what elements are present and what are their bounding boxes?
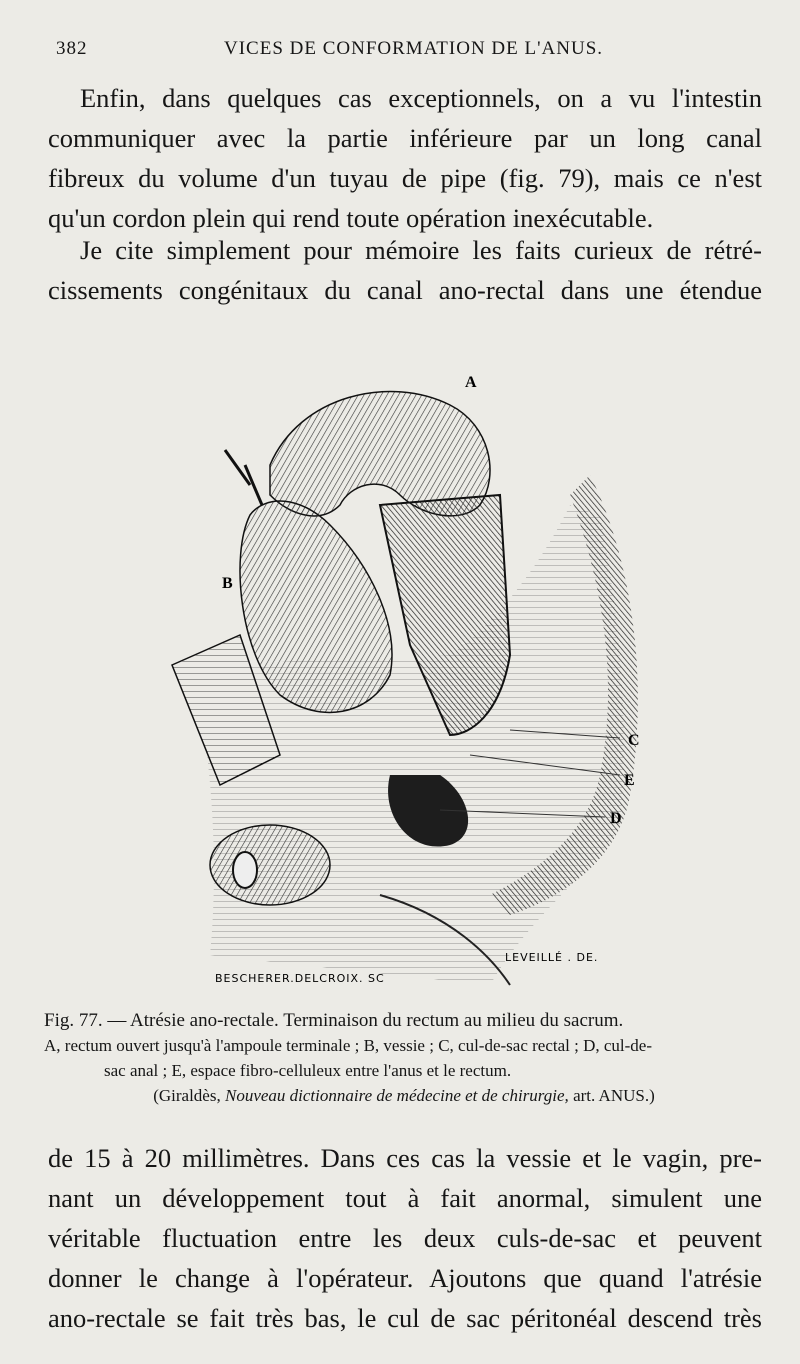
text-line: communiquer avec la partie inférieure par un long canal (48, 123, 762, 153)
penis-tip (233, 852, 257, 888)
scrotum (210, 825, 330, 905)
text-line: nant un développement tout à fait anormal, simulent une (48, 1183, 762, 1213)
text-line: Je cite simplement pour mémoire les faits curieux de rétré- (80, 235, 762, 265)
text-line: ano-rectale se fait très bas, le cul de sac péritonéal descend très (48, 1303, 762, 1333)
text-line: cissements congénitaux du canal ano-rectal dans une étendue (48, 275, 762, 305)
text-line: donner le change à l'opérateur. Ajoutons que quand l'atrésie (48, 1263, 762, 1293)
text-line: de 15 à 20 millimètres. Dans ces cas la vessie et le vagin, pre- (48, 1143, 762, 1173)
label-e: E (624, 772, 635, 789)
caption-legend: sac anal ; E, espace fibro-celluleux entre l'anus et le rectum. (104, 1061, 512, 1080)
label-c: C (628, 732, 640, 749)
paragraph-je-cite (48, 230, 762, 310)
text-line: qu'un cordon plein qui rend toute opération inexécutable. (48, 203, 654, 233)
label-b: B (222, 575, 233, 592)
engraver-credit: BESCHERER.DELCROIX. SC (215, 972, 385, 985)
label-a: A (465, 374, 477, 391)
label-d: D (610, 810, 622, 827)
text-line: fibreux du volume d'un tuyau de pipe (fig. 79), mais ce n'est (48, 163, 762, 193)
paragraph-enfin (48, 78, 762, 238)
text-line: Enfin, dans quelques cas exceptionnels, on a vu l'intestin (80, 83, 762, 113)
intestine-loop (270, 392, 490, 516)
text-line: véritable fluctuation entre les deux culs-de-sac et peuvent (48, 1223, 762, 1253)
figure-engraving (150, 355, 770, 995)
figure-caption (44, 1008, 764, 1108)
anatomical-figure (150, 355, 770, 995)
draughtsman-credit: LEVEILLÉ . DE. (505, 951, 599, 964)
caption-legend: A, rectum ouvert jusqu'à l'ampoule terminale ; B, vessie ; C, cul-de-sac rectal ; D, cul-de- (44, 1036, 653, 1055)
paragraph-continued (48, 1138, 762, 1338)
running-title: VICES DE CONFORMATION DE L'ANUS. (224, 38, 604, 59)
running-head (56, 38, 760, 66)
ureter-tube (245, 465, 262, 505)
caption-source: (Giraldès, Nouveau dictionnaire de médecine et de chirurgie, art. ANUS.) (153, 1086, 655, 1105)
caption-title: Fig. 77. — Atrésie ano-rectale. Terminaison du rectum au milieu du sacrum. (44, 1010, 624, 1031)
page-number: 382 (56, 38, 88, 59)
